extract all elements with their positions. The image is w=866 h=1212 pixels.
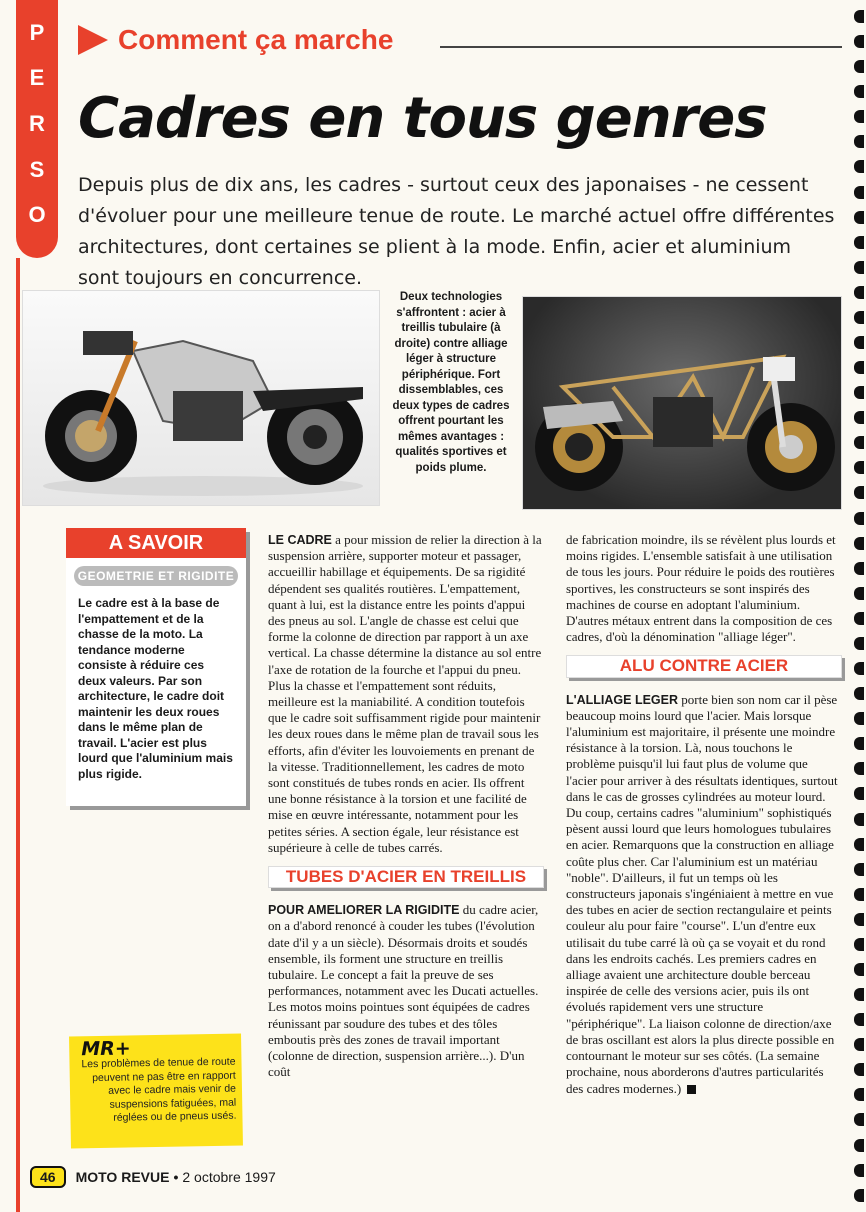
paragraph xyxy=(566,692,842,1097)
subheading: ALU CONTRE ACIER xyxy=(566,655,842,677)
arrow-icon xyxy=(78,25,108,55)
section-tab xyxy=(16,0,58,258)
header-rule xyxy=(440,46,842,48)
section-tab-letter: E xyxy=(29,65,45,91)
sidebar-body: Le cadre est à la base de l'empattement et de la chasse de la moto. La tendance moderne consiste à réduire ces deux valeurs. Par son architecture, le cadre doit maintenir les deux roues dans le même plan de travail. L'acier est plus lourd que l'aluminium mais plus rigide. xyxy=(78,596,233,781)
section-tab-letter: O xyxy=(28,202,46,228)
paragraph xyxy=(268,902,544,1080)
photo-steel-trellis-frame xyxy=(522,296,842,510)
section-tab-letter: R xyxy=(29,110,45,136)
mr-plus-text: Les problèmes de tenue de route peuvent ne pas être en rapport avec le cadre mais venir de suspensions fatiguées, mal réglées ou de pneus usés. xyxy=(81,1055,237,1124)
photo-aluminium-frame xyxy=(22,290,380,506)
sidebar-heading: A SAVOIR xyxy=(66,528,246,558)
paragraph xyxy=(566,532,842,645)
photo-caption: Deux technologies s'affrontent : acier à treillis tubulaire (à droite) contre alliage léger à structure périphérique. Fort dissemblables, ces deux types de cadres offrent pourtant les mêmes avantages : qualités sportives et poids plume. xyxy=(392,291,510,474)
issue-date: 2 octobre 1997 xyxy=(182,1169,276,1185)
text-column-1 xyxy=(268,532,544,1081)
article-lead: Depuis plus de dix ans, les cadres - surtout ceux des japonaises - ne cessent d'évoluer pour une meilleure tenue de route. Le marché actuel offre différentes architectures, dont certaines se plient à la mode. Enfin, acier et aluminium sont toujours en concurrence. xyxy=(78,174,835,289)
text-column-2 xyxy=(566,532,842,1097)
mr-plus-logo: MR+ xyxy=(81,1037,131,1061)
paragraph-text: a pour mission de relier la direction à la suspension arrière, supporter moteur et passager, accueillir habillage et équipements. De sa rigidité dépendent ses qualités routières. L'empattement, quant à lui, est la distance entre les points d'appui des pneus au sol. L'angle de chasse est celui que forme la colonne de direction par rapport à un axe vertical. La chasse détermine la distance au sol entre l'axe de rotation de la fourche et l'appui du pneu. Plus la chasse et l'empattement sont réduits, meilleure est la maniabilité. A condition toutefois que le cadre soit suffisamment rigide pour maintenir les deux roues dans le même plan de travail sous les efforts, afin d'éviter les louvoiements en prenant de la vitesse. Traditionnellement, les cadres de moto sont constitués de tubes ronds en acier. Ils offrent une bonne résistance à la torsion et une facilité de mise en œuvre intéressante, notamment pour les petites séries. A section égale, leur résistance est supérieure à celle de tubes carrés. xyxy=(268,532,542,855)
spiral-binding xyxy=(854,0,866,1212)
mr-plus-box xyxy=(69,1034,243,1149)
paragraph-text: de fabrication moindre, ils se révèlent plus lourds et moins rigides. L'ensemble satisfait à une utilisation de tous les jours. Pour réduire le poids des routières sportives, les constructeurs se sont inspirés des machines de course en adoptant l'aluminium. D'autres métaux entrent dans la composition de ces cadres, d'où la dénomination "alliage léger". xyxy=(566,532,836,645)
footer-separator: • xyxy=(173,1169,179,1185)
margin-rule xyxy=(16,258,20,1212)
lead-in: L'ALLIAGE LEGER xyxy=(566,692,678,707)
kicker-text: Comment ça marche xyxy=(118,24,394,55)
subheading: TUBES D'ACIER EN TREILLIS xyxy=(268,866,544,888)
motorcycle-illustration xyxy=(23,291,379,505)
paragraph-text: porte bien son nom car il pèse beaucoup moins lourd que l'acier. Mais lorsque l'aluminium est majoritaire, il présente une moindre résistance à la torsion. Là, nous touchons le problème puisqu'il lui faut plus de volume que l'acier pour arriver à des résultats identiques, surtout dans le cas de grosses cylindrées au moteur lourd. Du coup, certains cadres "aluminium" sophistiqués pèsent aussi lourd que leurs homologues tubulaires en acier. Remarquons que la construction en alliage coûte plus cher. Car l'aluminium est un matériau "noble". D'ailleurs, il fut un temps où les constructeurs japonais s'ingéniaient à mettre en vue des tubes en acier de section rectangulaire et peints couleur alu pour faire "course". L'un d'entre eux utilisait du tube carré là où ça se voyait et du rond dans les endroits cachés. Les premiers cadres en alliage avaient une architecture double berceau inspirée de celle des versions acier, puis ils ont évolués rapidement vers une structure "périphérique". La liaison colonne de direction/axe de bras oscillant est alors la plus directe possible en contournant le moteur sur ses côtés. (La semaine prochaine, nous aborderons d'autres particularités des cadres modernes.) xyxy=(566,691,838,1096)
section-tab-letter: P xyxy=(29,19,45,45)
lead-in: LE CADRE xyxy=(268,533,332,547)
section-tab-letter: S xyxy=(29,156,45,182)
sidebar-a-savoir xyxy=(66,528,246,806)
section-kicker xyxy=(78,24,393,56)
paragraph xyxy=(268,532,544,856)
magazine-name: MOTO REVUE xyxy=(75,1169,170,1185)
article-title: Cadres en tous genres xyxy=(78,86,767,151)
end-mark-icon xyxy=(687,1085,696,1094)
motorcycle-illustration xyxy=(523,297,841,509)
sidebar-subheading: GEOMETRIE ET RIGIDITE xyxy=(74,566,238,586)
paragraph-text: du cadre acier, on a d'abord renoncé à couder les tubes (l'évolution date d'il y a un siècle). Désormais droits et soudés ensemble, ils forment une structure en treillis tubulaire. Le concept a fait la preuve de ses performances, notamment avec les Ducati actuelles. Les motos moins pointues sont équipées de cadres réunissant par soudure des tubes et des tôles emboutis près des zones de travail important (colonne de direction, suspension arrière...). D'un coût xyxy=(268,902,539,1080)
page-number: 46 xyxy=(30,1166,66,1188)
lead-in: POUR AMELIORER LA RIGIDITE xyxy=(268,903,460,918)
page-footer xyxy=(30,1166,276,1188)
